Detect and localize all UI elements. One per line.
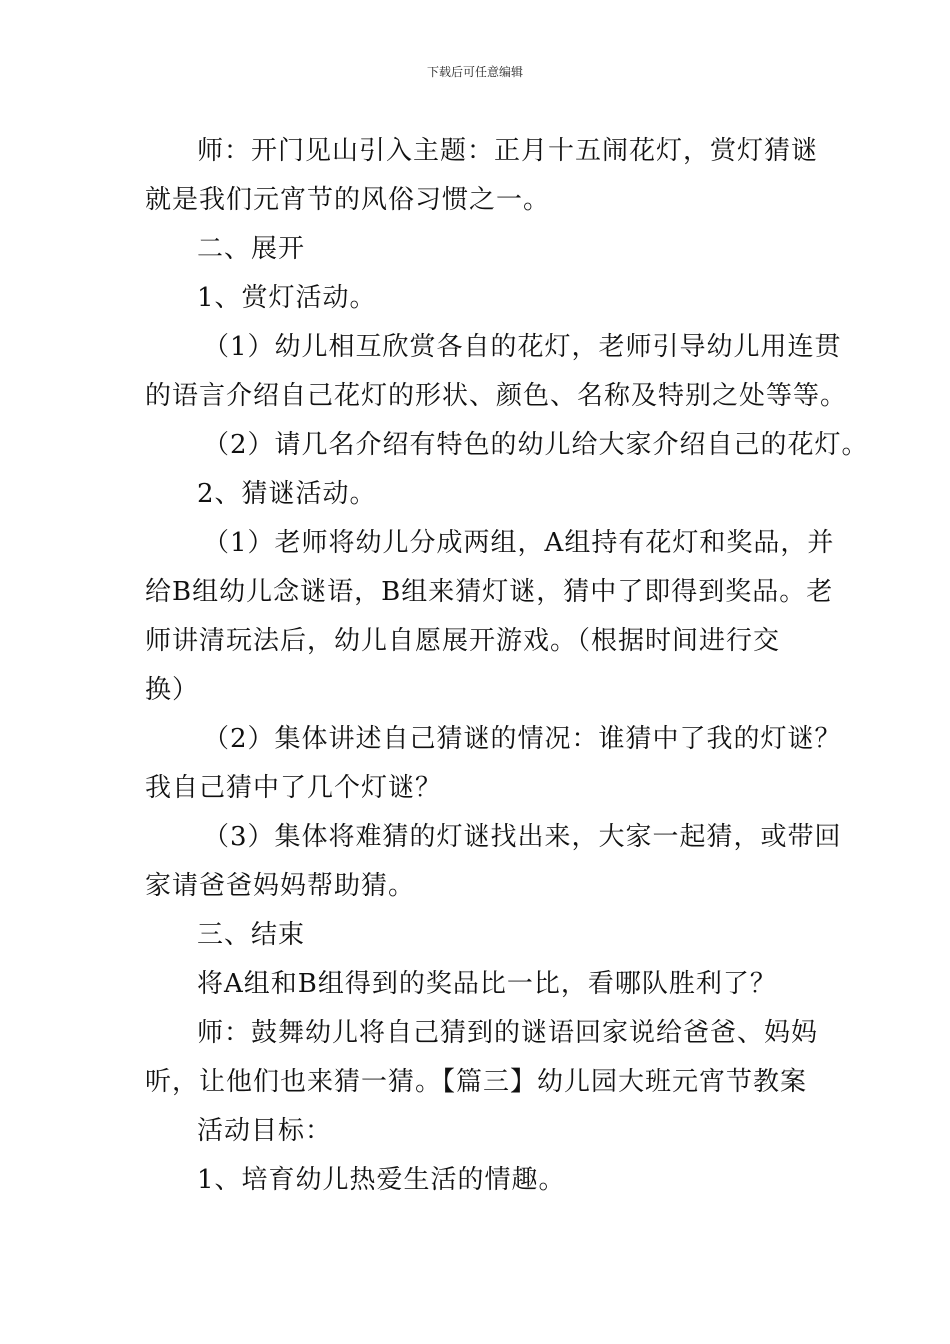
page-header: 下载后可任意编辑 [426, 65, 523, 79]
paragraph-line: （3）集体将难猜的灯谜找出来，大家一起猜，或带回 [203, 822, 842, 852]
paragraph-line: 师讲清玩法后，幼儿自愿展开游戏。（根据时间进行交 [145, 626, 781, 656]
paragraph-line: 将A组和B组得到的奖品比一比，看哪队胜利了？ [197, 969, 777, 999]
paragraph-line: 我自己猜中了几个灯谜？ [145, 773, 443, 803]
paragraph-line: 师：鼓舞幼儿将自己猜到的谜语回家说给爸爸、妈妈 [197, 1018, 819, 1048]
paragraph-line: 听，让他们也来猜一猜。【篇三】幼儿园大班元宵节教案 [145, 1067, 808, 1097]
paragraph-line: （2）集体讲述自己猜谜的情况：谁猜中了我的灯谜？ [203, 724, 842, 754]
document-body [145, 127, 869, 1205]
subsection-heading: 2、猜谜活动。 [197, 479, 377, 509]
subsection-heading: 1、赏灯活动。 [197, 283, 377, 313]
paragraph-line: 换） [145, 675, 200, 705]
paragraph-line: （2）请几名介绍有特色的幼儿给大家介绍自己的花灯。 [203, 430, 869, 460]
paragraph-line: 给B组幼儿念谜语，B组来猜灯谜，猜中了即得到奖品。老 [145, 577, 834, 607]
section-heading: 二、展开 [197, 234, 306, 264]
paragraph-line: 家请爸爸妈妈帮助猜。 [145, 871, 416, 901]
section-heading: 三、结束 [197, 920, 306, 950]
paragraph-line: （1）幼儿相互欣赏各自的花灯，老师引导幼儿用连贯 [203, 332, 842, 362]
paragraph-line: 就是我们元宵节的风俗习惯之一。 [145, 185, 551, 215]
subsection-heading: 活动目标： [197, 1116, 333, 1146]
paragraph-line: 师：开门见山引入主题：正月十五闹花灯，赏灯猜谜 [197, 136, 819, 166]
paragraph-line: 的语言介绍自己花灯的形状、颜色、名称及特别之处等等。 [145, 381, 848, 411]
paragraph-line: 1、培育幼儿热爱生活的情趣。 [197, 1165, 566, 1195]
paragraph-line: （1）老师将幼儿分成两组，A组持有花灯和奖品，并 [203, 528, 835, 558]
